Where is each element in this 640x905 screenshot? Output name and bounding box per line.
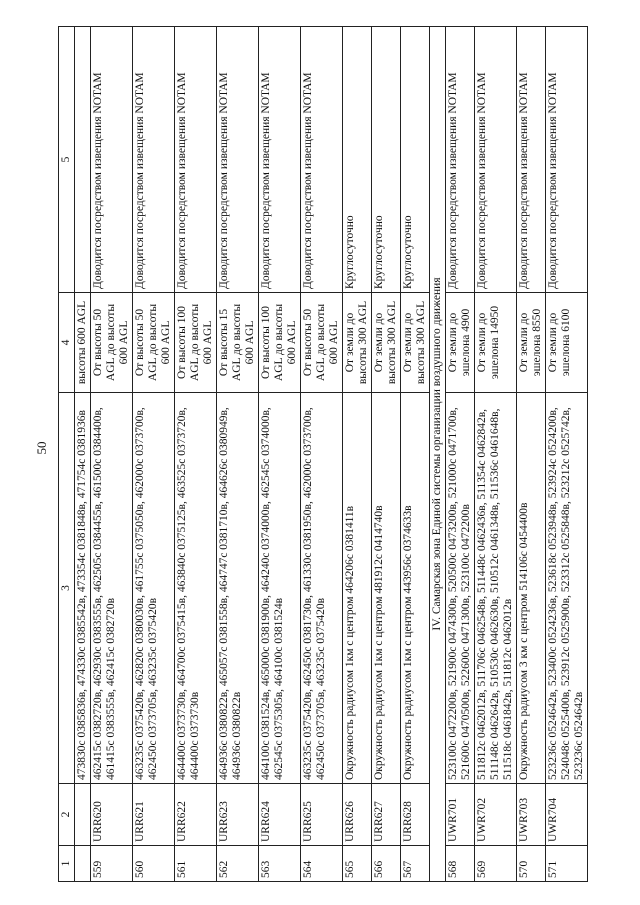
table-row: [517, 27, 546, 882]
table-row: [372, 27, 401, 882]
row-number-cell: 565: [343, 846, 372, 882]
coordinates-cell: 463235с 0375420в, 462450с 0381730в, 461330с 0381950в, 462000с 0373700в, 462450с 0373705в, 463235с 0375420в: [301, 393, 343, 784]
coordinates-cell: 511812с 0462012в, 511706с 0462548в, 511448с 0462436в, 511354с 0462842в, 511148с 0462642в, 510530с 0462630в, 510512с 0461348в, 511536с 0461648в, 511518с 0461842в, 511812с 0462012в: [475, 393, 517, 784]
altitude-limits-cell: От земли до эшелона 4900: [446, 293, 475, 393]
row-number-cell: 571: [546, 846, 588, 882]
coordinates-cell: Окружность радиусом 1км с центром 464206с 0381411в: [343, 393, 372, 784]
altitude-limits-cell: От земли до эшелона 8550: [517, 293, 546, 393]
column-header-5: 5: [59, 27, 75, 293]
column-header-1: 1: [59, 846, 75, 882]
column-header-3: 3: [59, 393, 75, 784]
table-row: [91, 27, 133, 882]
coordinates-cell: 473830с 0385836в, 474330с 0385542в, 473354с 0381848в, 471754с 0381936в: [75, 393, 91, 784]
column-header-4: 4: [59, 293, 75, 393]
table-row: [133, 27, 175, 882]
activation-time-cell: Круглосуточно: [372, 27, 401, 293]
coordinates-cell: 523236с 0524642в, 523400с 0524236в, 523618с 0523948в, 523924с 0524200в, 524048с 0525400в, 523912с 0525900в, 523312с 0525848в, 523212с 0525742в, 523236с 0524642в: [546, 393, 588, 784]
row-number-cell: 567: [401, 846, 430, 882]
zone-code-cell: URR621: [133, 784, 175, 846]
zone-code-cell: URR622: [175, 784, 217, 846]
row-number-cell: 559: [91, 846, 133, 882]
activation-time-cell: Круглосуточно: [401, 27, 430, 293]
activation-time-cell: Доводится посредством извещения NOTAM: [217, 27, 259, 293]
table-row: [259, 27, 301, 882]
column-header-2: 2: [59, 784, 75, 846]
row-number-cell: 562: [217, 846, 259, 882]
activation-time-cell: Доводится посредством извещения NOTAM: [546, 27, 588, 293]
altitude-limits-cell: От высоты 100 AGL до высоты 600 AGL: [259, 293, 301, 393]
table-row: [217, 27, 259, 882]
zone-code-cell: URR625: [301, 784, 343, 846]
zone-code-cell: UWR701: [446, 784, 475, 846]
coordinates-cell: Окружность радиусом 1км с центром 481912с 0414740в: [372, 393, 401, 784]
row-number-cell: [75, 846, 91, 882]
altitude-limits-cell: высоты 600 AGL: [75, 293, 91, 393]
altitude-limits-cell: От высоты 50 AGL до высоты 600 AGL: [133, 293, 175, 393]
row-number-cell: 561: [175, 846, 217, 882]
coordinates-cell: 462415с 0382720в, 462930с 0383555в, 462505с 0384455в, 461500с 0384400в, 461415с 0383555в, 462415с 0382720в: [91, 393, 133, 784]
zone-code-cell: [75, 784, 91, 846]
altitude-limits-cell: От земли до высоты 300 AGL: [401, 293, 430, 393]
header-row: [59, 27, 75, 882]
coordinates-cell: Окружность радиусом 3 км с центром 514106с 0454400в: [517, 393, 546, 784]
zone-code-cell: URR623: [217, 784, 259, 846]
coordinates-cell: 463235с 0375420в, 462820с 0380030в, 461755с 0375050в, 462000с 0373700в, 462450с 0373705в, 463235с 0375420в: [133, 393, 175, 784]
table-body-top: [75, 27, 430, 882]
table-body-bottom: [446, 27, 588, 882]
row-number-cell: 569: [475, 846, 517, 882]
zone-code-cell: URR624: [259, 784, 301, 846]
row-number-cell: 568: [446, 846, 475, 882]
altitude-limits-cell: От земли до эшелона 6100: [546, 293, 588, 393]
coordinates-cell: Окружность радиусом 1км с центром 443956с 0374633в: [401, 393, 430, 784]
row-number-cell: 564: [301, 846, 343, 882]
altitude-limits-cell: От высоты 50 AGL до высоты 600 AGL: [301, 293, 343, 393]
row-number-cell: 566: [372, 846, 401, 882]
activation-time-cell: Доводится посредством извещения NOTAM: [517, 27, 546, 293]
section-row: [430, 27, 446, 882]
table-row: [301, 27, 343, 882]
row-number-cell: 570: [517, 846, 546, 882]
row-number-cell: 560: [133, 846, 175, 882]
table-row: [475, 27, 517, 882]
activation-time-cell: Доводится посредством извещения NOTAM: [175, 27, 217, 293]
zone-code-cell: URR627: [372, 784, 401, 846]
zone-code-cell: UWR703: [517, 784, 546, 846]
altitude-limits-cell: От земли до высоты 300 AGL: [343, 293, 372, 393]
altitude-limits-cell: От высоты 100 AGL до высоты 600 AGL: [175, 293, 217, 393]
table-row: [401, 27, 430, 882]
section-body: [430, 27, 446, 882]
coordinates-cell: 464936с 0380822в, 465057с 0381558в, 464747с 0381710в, 464626с 0380949в, 464936с 0380822в: [217, 393, 259, 784]
table-row: [546, 27, 588, 882]
activation-time-cell: [75, 27, 91, 293]
zone-code-cell: UWR702: [475, 784, 517, 846]
section-title: IV. Самарская зона Единой системы организации воздушного движения: [430, 27, 446, 882]
zone-code-cell: URR620: [91, 784, 133, 846]
altitude-limits-cell: От земли до высоты 300 AGL: [372, 293, 401, 393]
table-row: [75, 27, 91, 882]
page-number: 50: [34, 441, 49, 455]
activation-time-cell: Круглосуточно: [343, 27, 372, 293]
altitude-limits-cell: От земли до эшелона 14950: [475, 293, 517, 393]
activation-time-cell: Доводится посредством извещения NOTAM: [446, 27, 475, 293]
rotated-table-sheet: [58, 27, 636, 882]
zone-code-cell: URR626: [343, 784, 372, 846]
coordinates-cell: 464400с 0373730в, 464700с 0375415в, 463840с 0375125в, 463525с 0373720в, 464400с 0373730в: [175, 393, 217, 784]
coordinates-cell: 523100с 0472200в, 521900с 0474300в, 520500с 0473200в, 521000с 0471700в, 521600с 0470500в, 522600с 0471300в, 523100с 0472200в: [446, 393, 475, 784]
altitude-limits-cell: От высоты 15 AGL до высоты 600 AGL: [217, 293, 259, 393]
restricted-zones-table: [58, 26, 588, 882]
table-row: [446, 27, 475, 882]
activation-time-cell: Доводится посредством извещения NOTAM: [259, 27, 301, 293]
table-row: [343, 27, 372, 882]
coordinates-cell: 464100с 0381524в, 465000с 0381900в, 464240с 0374000в, 462545с 0374000в, 462545с 0375305в, 464100с 0381524в: [259, 393, 301, 784]
zone-code-cell: UWR704: [546, 784, 588, 846]
table-row: [175, 27, 217, 882]
altitude-limits-cell: От высоты 50 AGL до высоты 600 AGL: [91, 293, 133, 393]
activation-time-cell: Доводится посредством извещения NOTAM: [91, 27, 133, 293]
row-number-cell: 563: [259, 846, 301, 882]
activation-time-cell: Доводится посредством извещения NOTAM: [133, 27, 175, 293]
zone-code-cell: URR628: [401, 784, 430, 846]
activation-time-cell: Доводится посредством извещения NOTAM: [475, 27, 517, 293]
activation-time-cell: Доводится посредством извещения NOTAM: [301, 27, 343, 293]
